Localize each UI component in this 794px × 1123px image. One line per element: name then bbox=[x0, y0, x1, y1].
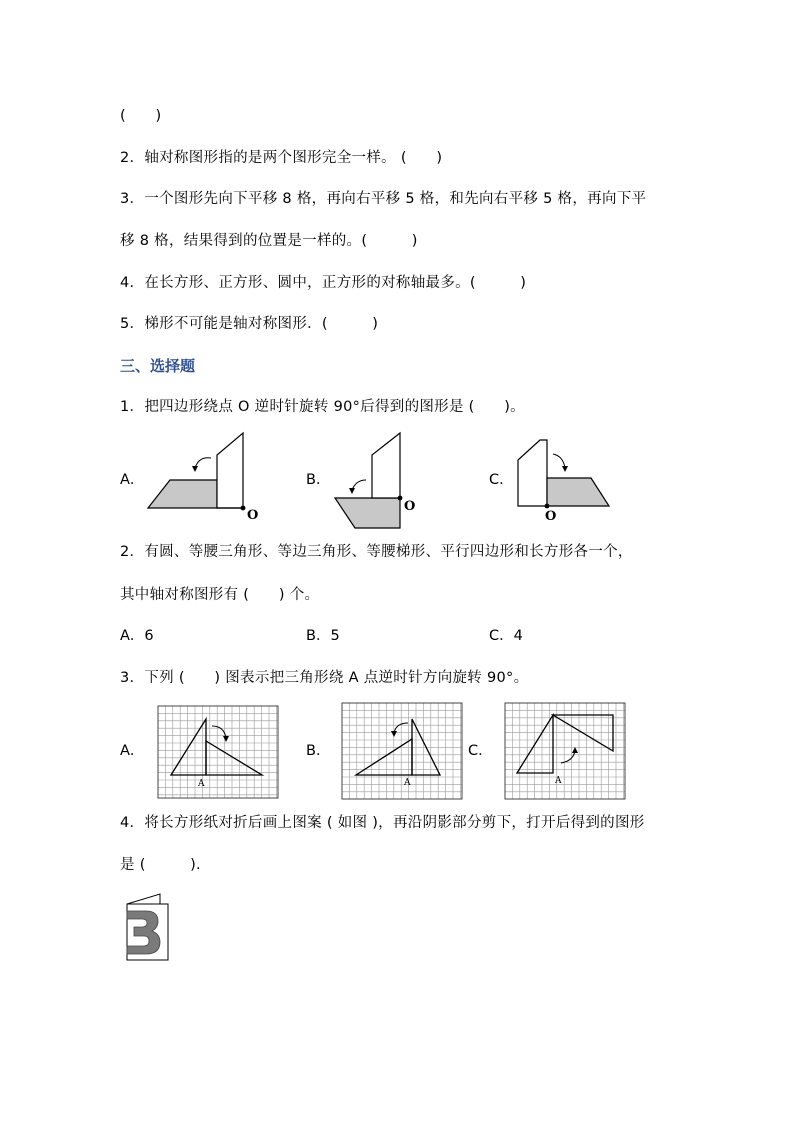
question-1: 1．把四边形绕点 O 逆时针旋转 90°后得到的图形是 ( )。 bbox=[120, 399, 525, 415]
vertical-quad bbox=[372, 433, 400, 498]
q3-option-a-label: A． bbox=[120, 743, 145, 759]
folded-paper-figure bbox=[124, 892, 172, 964]
rotate-arrow bbox=[553, 454, 565, 468]
grid-border bbox=[158, 706, 278, 798]
q1-option-a-figure bbox=[145, 430, 275, 523]
point-a-label: A bbox=[198, 779, 205, 789]
point-o bbox=[545, 504, 550, 509]
q3-option-a-grid bbox=[158, 706, 278, 798]
triangle bbox=[517, 715, 553, 773]
judge-item-3-line1: 3．一个图形先向下平移 8 格，再向右平移 5 格，和先向右平移 5 格，再向下平 bbox=[120, 191, 647, 207]
paper-back bbox=[127, 894, 160, 904]
question-2-line2: 其中轴对称图形有 ( ) 个。 bbox=[120, 587, 320, 603]
rotated-triangle bbox=[553, 715, 613, 751]
point-o bbox=[241, 506, 246, 511]
point-o-label: O bbox=[545, 509, 557, 524]
q3-option-c-grid bbox=[505, 703, 625, 799]
q1-option-c-figure bbox=[515, 440, 625, 530]
q2-option-c[interactable]: C．4 bbox=[489, 628, 523, 644]
question-2-line1: 2．有圆、等腰三角形、等边三角形、等腰梯形、平行四边形和长方形各一个， bbox=[120, 544, 633, 560]
shaded-trapezoid bbox=[335, 498, 400, 528]
q3-option-b-label: B． bbox=[306, 743, 331, 759]
vertical-quad bbox=[217, 433, 243, 508]
point-o-label: O bbox=[247, 508, 259, 523]
point-a-label: A bbox=[555, 776, 562, 786]
shaded-parallelogram bbox=[148, 480, 217, 508]
point-o bbox=[398, 496, 403, 501]
judge-item-4: 4．在长方形、正方形、圆中，正方形的对称轴最多。( ) bbox=[120, 275, 527, 291]
shaded-parallelogram bbox=[547, 478, 609, 506]
judge-item-3-line2: 移 8 格，结果得到的位置是一样的。( ) bbox=[120, 233, 418, 249]
judge-item-5: 5．梯形不可能是轴对称图形．( ) bbox=[120, 316, 379, 332]
q1-option-a-label: A． bbox=[120, 472, 145, 488]
q1-option-c-label: C． bbox=[489, 472, 514, 488]
question-4-line1: 4．将长方形纸对折后画上图案 ( 如图 )，再沿阴影部分剪下，打开后得到的图形 bbox=[120, 815, 645, 831]
question-3: 3．下列 ( ) 图表示把三角形绕 A 点逆时针方向旋转 90°。 bbox=[120, 670, 529, 686]
q2-option-b[interactable]: B．5 bbox=[306, 628, 340, 644]
triangle bbox=[171, 719, 206, 775]
section-title: 三、选择题 bbox=[120, 357, 196, 375]
q1-option-b-figure bbox=[330, 430, 440, 530]
q2-option-a[interactable]: A．6 bbox=[120, 628, 154, 644]
judge-item-2: 2．轴对称图形指的是两个图形完全一样。 ( ) bbox=[120, 150, 443, 166]
q3-option-b-grid bbox=[342, 703, 462, 799]
question-4-line2: 是 ( ). bbox=[120, 857, 201, 873]
point-o-label: O bbox=[404, 499, 416, 514]
q1-option-b-label: B． bbox=[306, 472, 331, 488]
paren-line: ( ) bbox=[120, 108, 162, 124]
q3-option-c-label: C． bbox=[468, 743, 493, 759]
vertical-quad bbox=[518, 440, 547, 506]
point-a-label: A bbox=[404, 778, 411, 788]
